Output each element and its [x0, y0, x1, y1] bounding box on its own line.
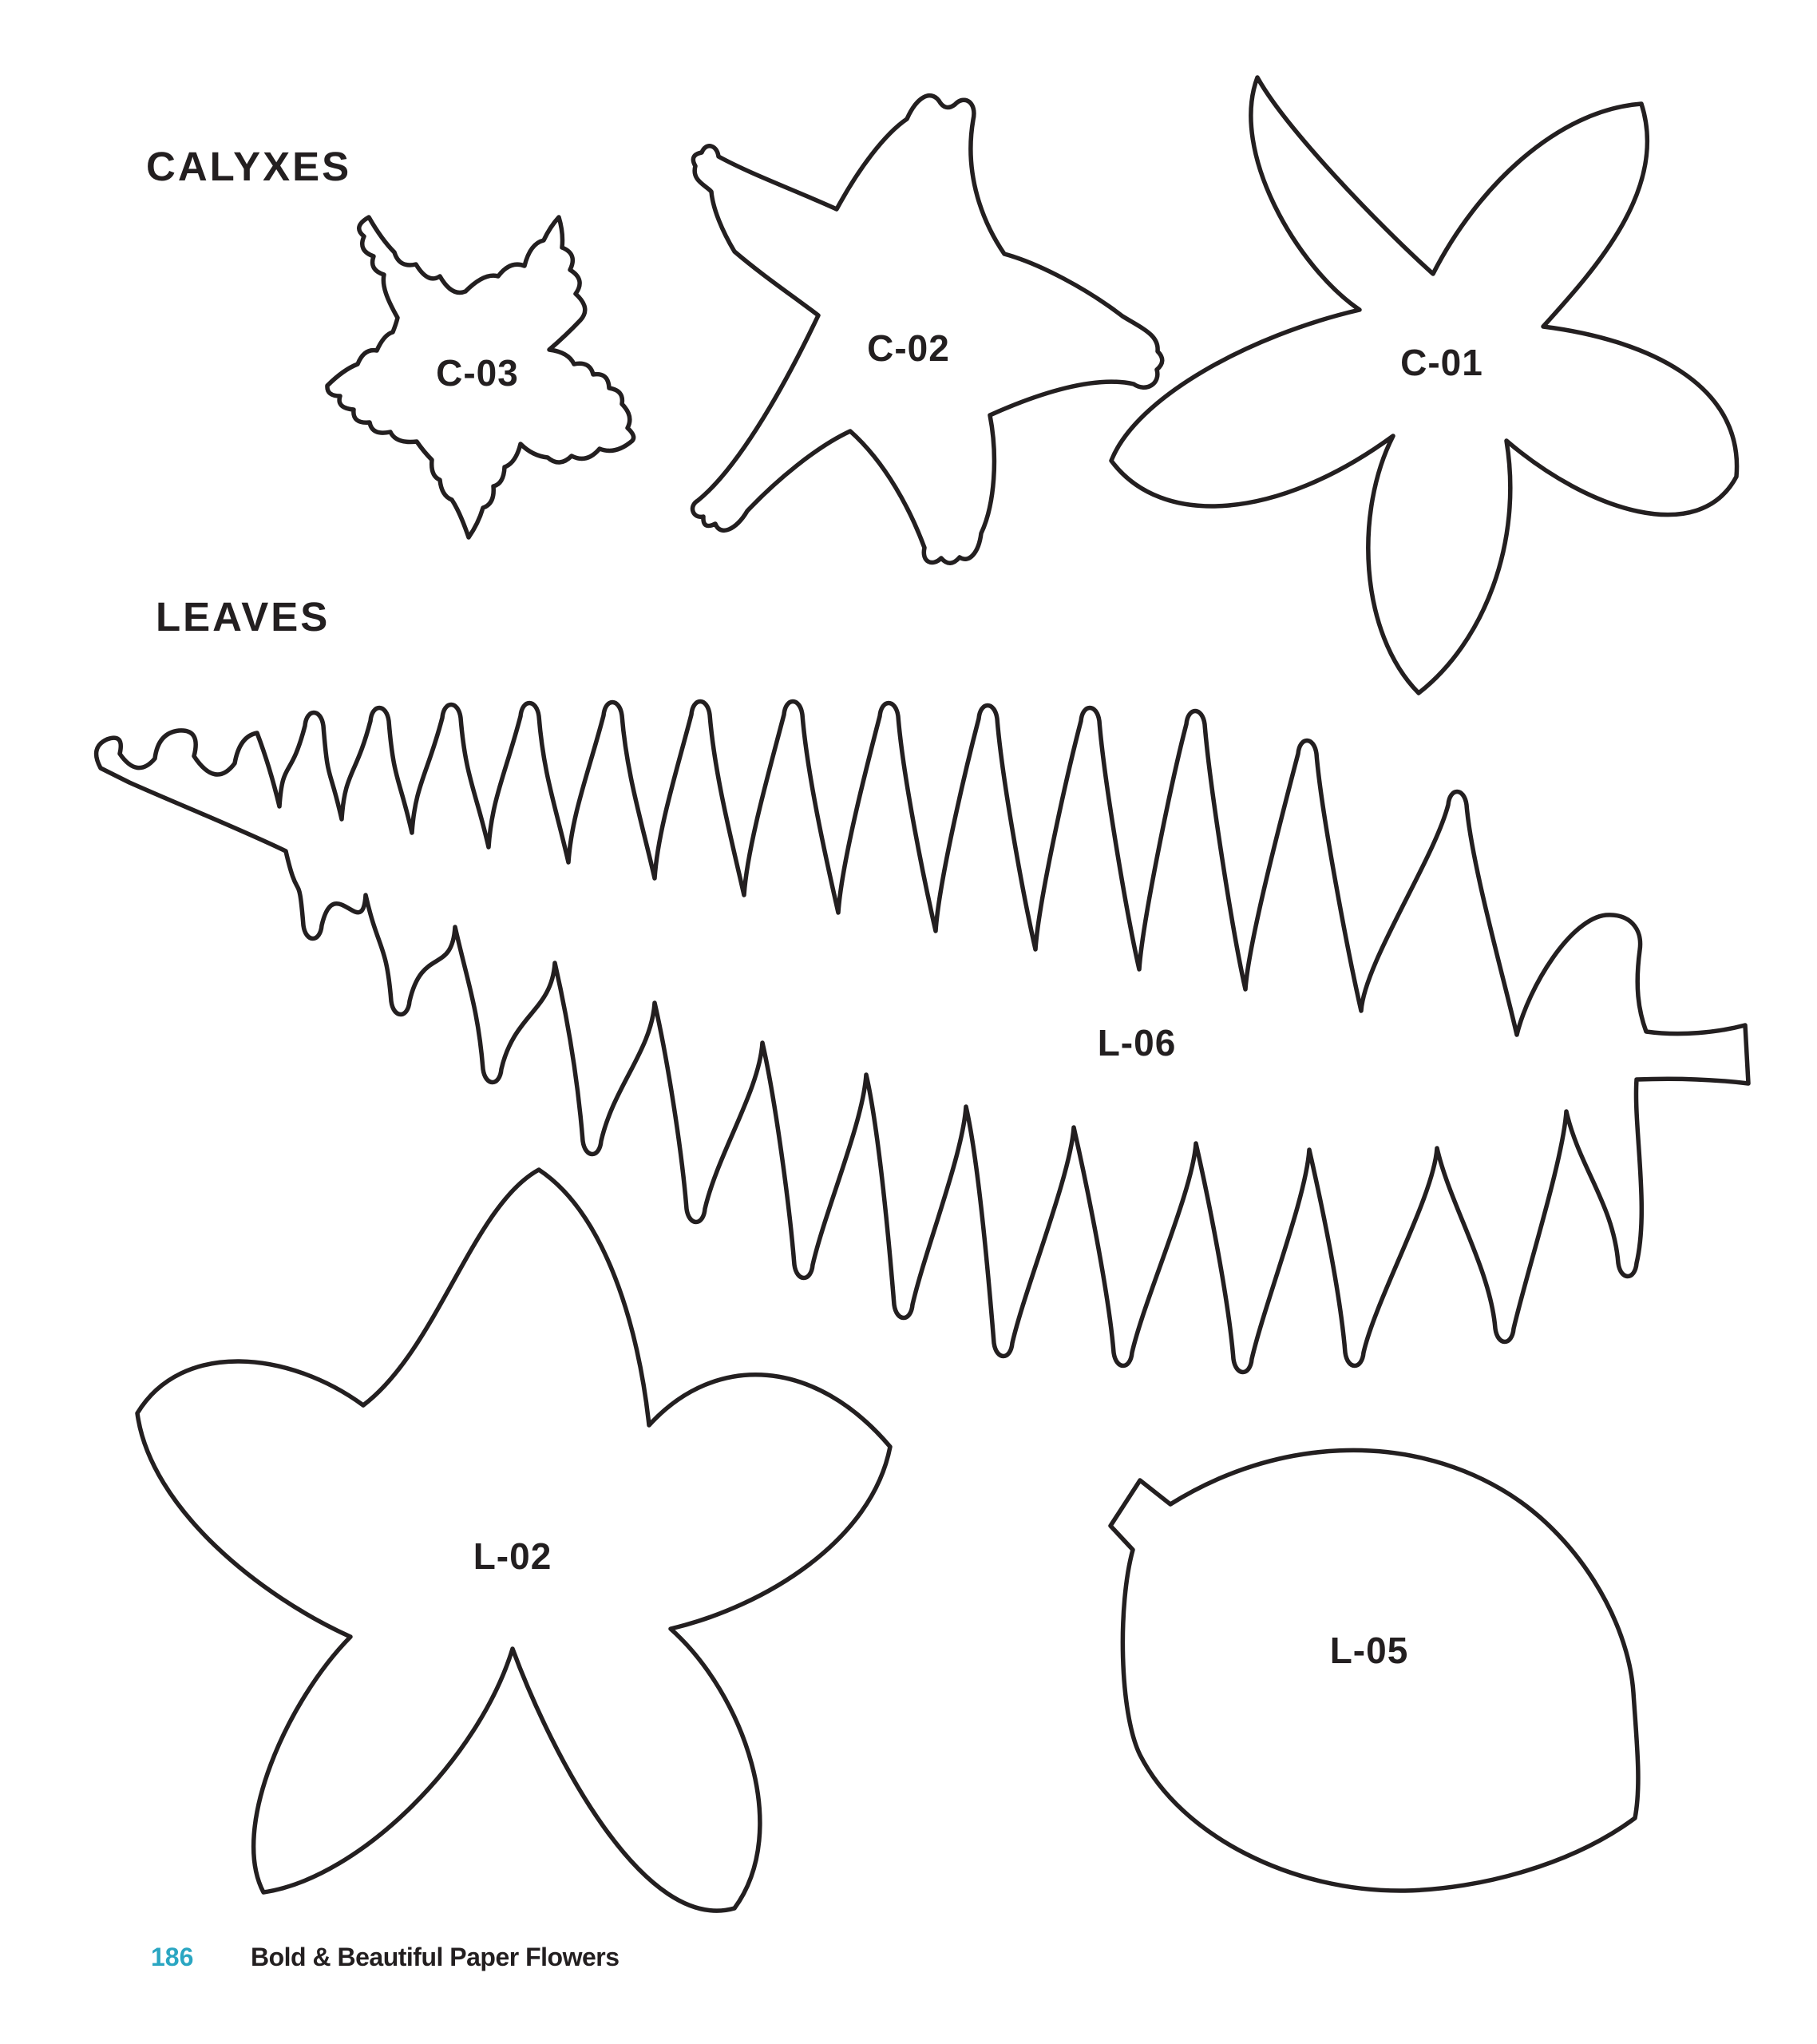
template-label-l06: L-06	[1097, 1022, 1177, 1064]
section-heading-leaves: LEAVES	[156, 594, 331, 640]
leaf-template-l06-outline	[97, 702, 1748, 1373]
template-label-l05: L-05	[1329, 1630, 1409, 1671]
section-heading-calyxes: CALYXES	[146, 144, 352, 189]
template-label-c02: C-02	[867, 327, 950, 369]
template-label-l02: L-02	[473, 1535, 552, 1577]
calyx-template-c01-outline	[1111, 77, 1737, 693]
template-label-c01: C-01	[1400, 342, 1483, 383]
template-label-c03: C-03	[436, 352, 519, 394]
footer-page-number: 186	[151, 1943, 194, 1971]
footer-book-title: Bold & Beautiful Paper Flowers	[251, 1943, 620, 1971]
